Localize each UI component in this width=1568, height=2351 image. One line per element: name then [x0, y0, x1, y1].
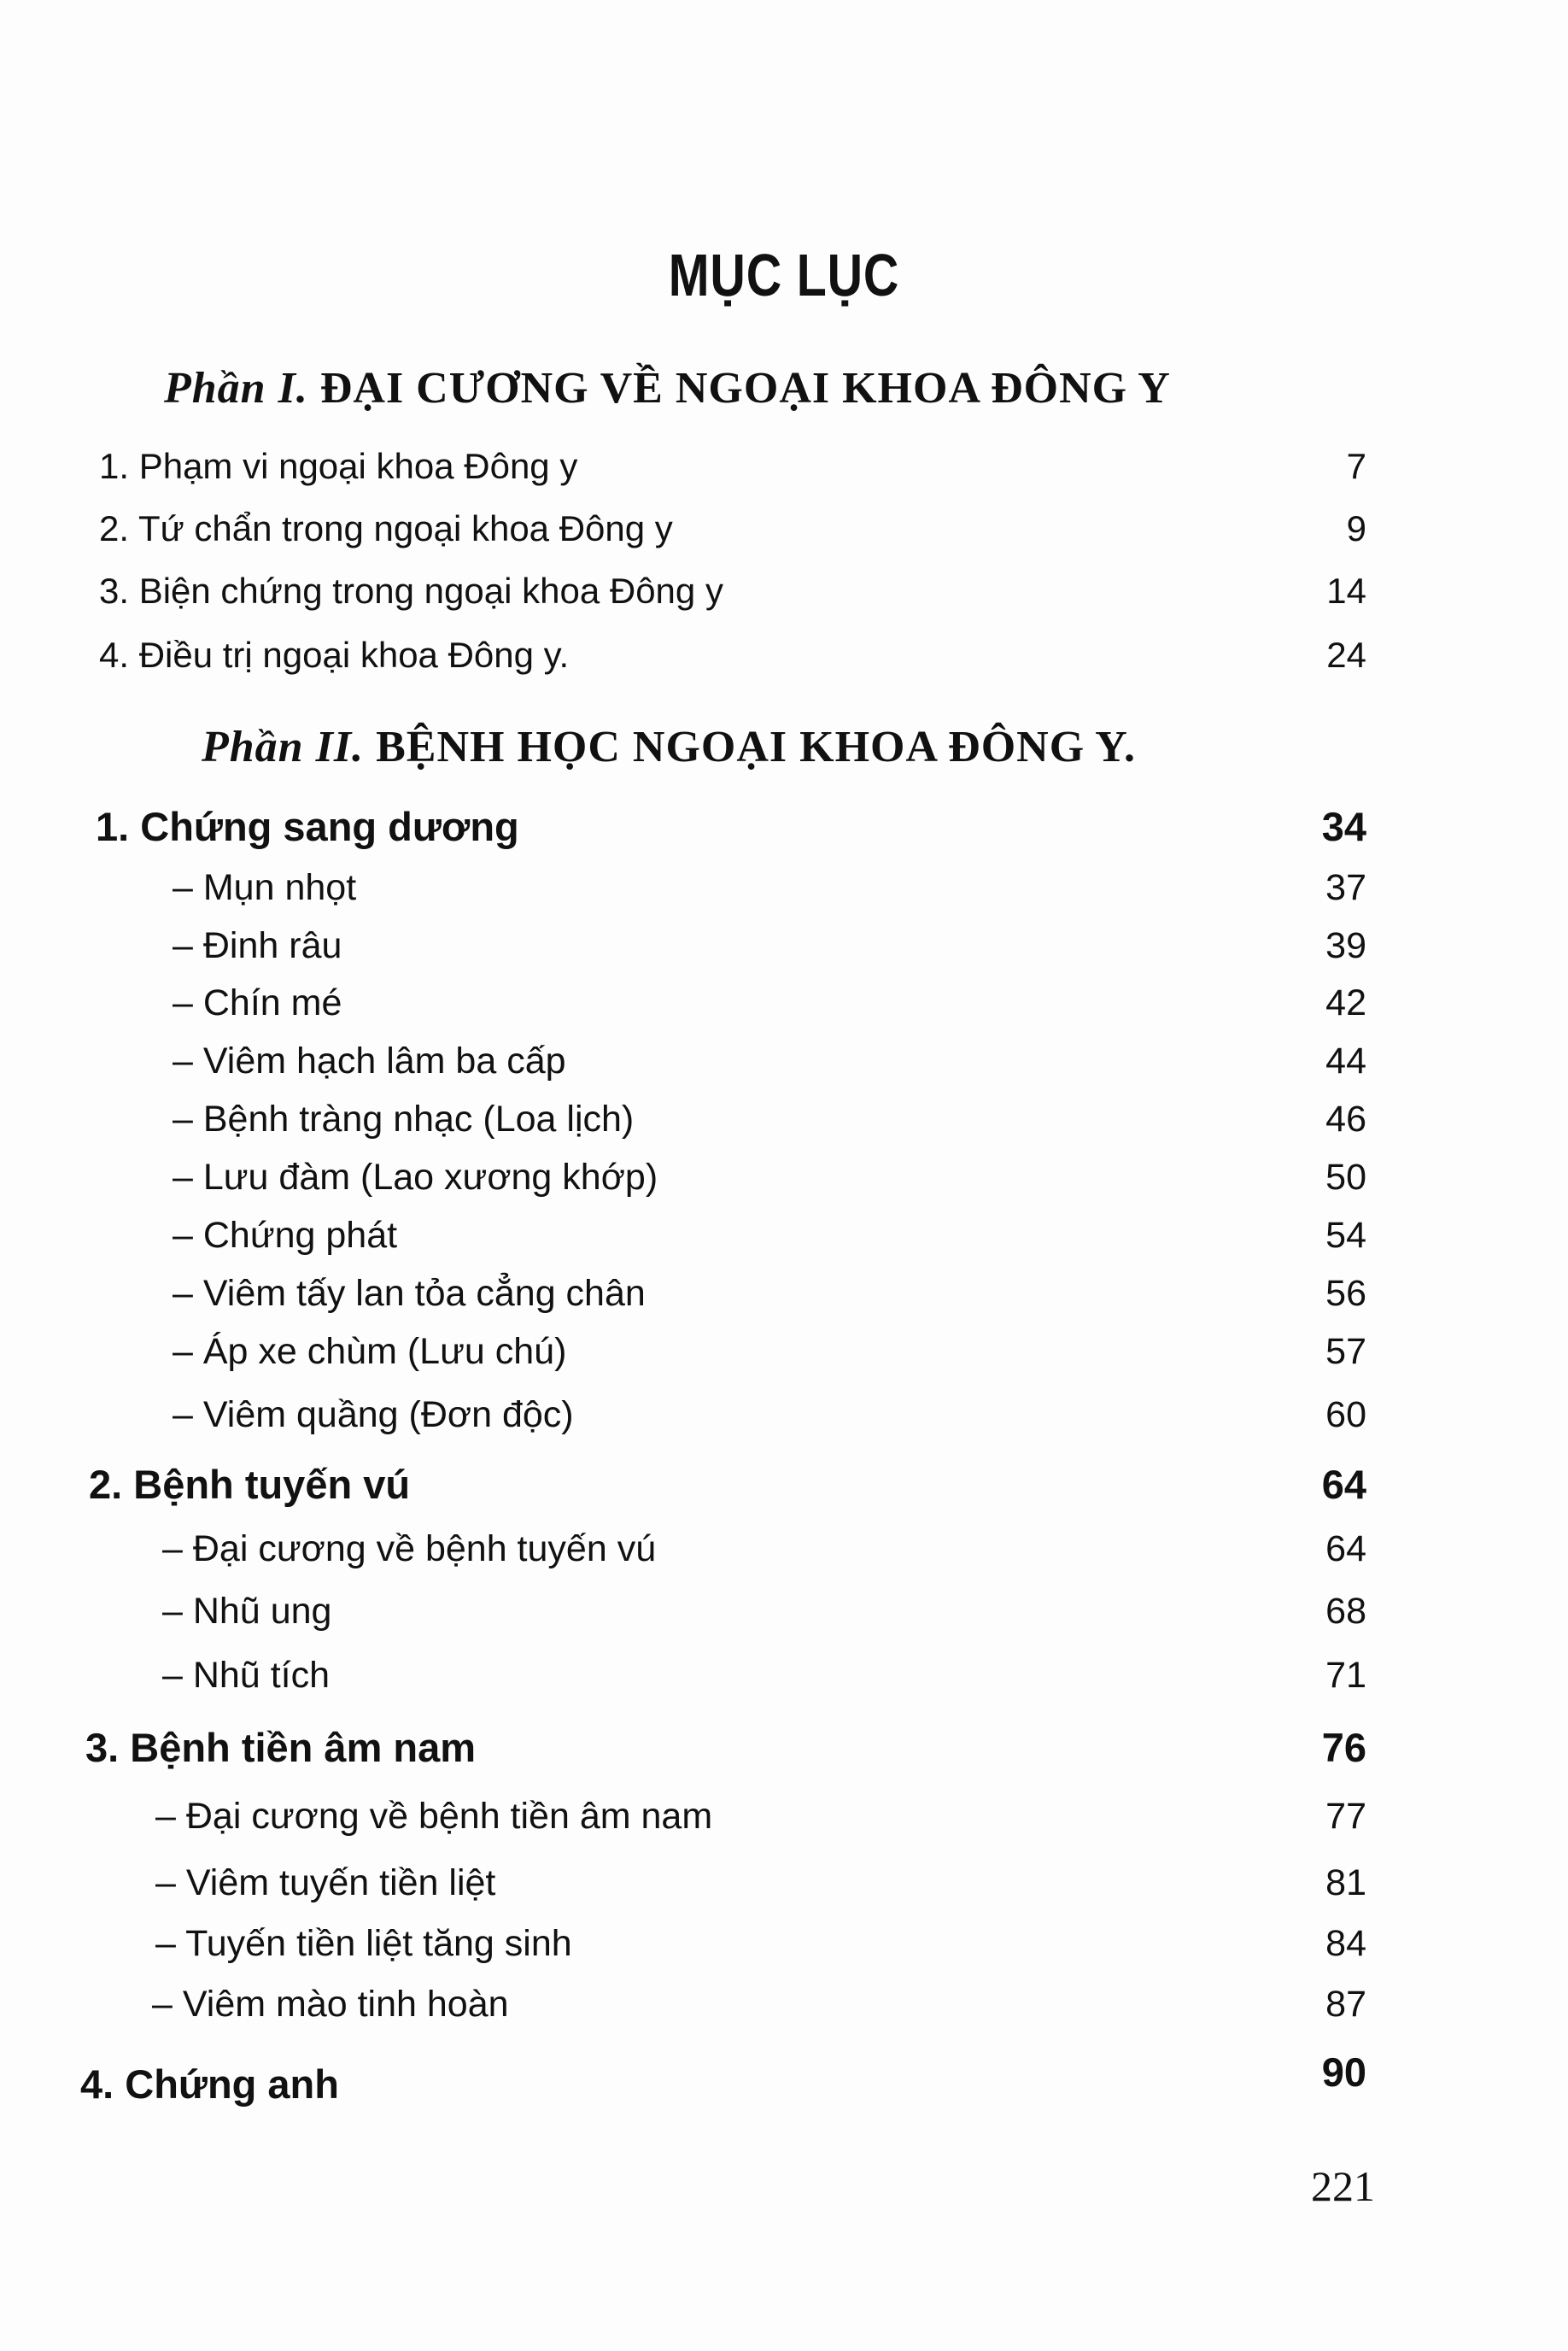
- toc-entry-page: 50: [1325, 1157, 1366, 1198]
- toc-entry-page: 81: [1325, 1862, 1366, 1903]
- toc-entry[interactable]: [0, 1528, 1568, 1580]
- toc-entry-label: 4. Điều trị ngoại khoa Đông y.: [99, 635, 570, 675]
- toc-chapter[interactable]: [0, 803, 1568, 854]
- toc-entry-label: – Đại cương về bệnh tiền âm nam: [155, 1796, 713, 1837]
- toc-entry-label: – Viêm tuyến tiền liệt: [155, 1862, 496, 1903]
- part-1-title: ĐẠI CƯƠNG VỀ NGOẠI KHOA ĐÔNG Y: [319, 364, 1171, 413]
- toc-entry-label: – Lưu đàm (Lao xương khớp): [173, 1157, 658, 1198]
- toc-entry-page: 77: [1325, 1796, 1366, 1837]
- toc-entry-page: 71: [1325, 1655, 1366, 1696]
- toc-chapter-label: 2. Bệnh tuyến vú: [89, 1462, 411, 1507]
- toc-entry[interactable]: [0, 867, 1568, 918]
- toc-entry[interactable]: [0, 1157, 1568, 1208]
- toc-chapter-label: 3. Bệnh tiền âm nam: [85, 1725, 477, 1770]
- toc-entry-label: 1. Phạm vi ngoại khoa Đông y: [99, 446, 578, 486]
- toc-entry[interactable]: [0, 1984, 1568, 2035]
- toc-entry[interactable]: [0, 1862, 1568, 1914]
- toc-entry[interactable]: [0, 1273, 1568, 1324]
- toc-entry-page: 54: [1325, 1215, 1366, 1256]
- toc-entry[interactable]: [0, 1923, 1568, 1974]
- part-1-lead: Phần I.: [164, 364, 308, 413]
- toc-entry[interactable]: [0, 446, 1568, 497]
- toc-entry-label: – Áp xe chùm (Lưu chú): [173, 1331, 567, 1372]
- toc-chapter-page: 34: [1321, 804, 1366, 849]
- toc-entry-page: 87: [1325, 1984, 1366, 2025]
- toc-entry[interactable]: [0, 1591, 1568, 1642]
- toc-entry[interactable]: [0, 1655, 1568, 1706]
- toc-entry[interactable]: [0, 1041, 1568, 1092]
- toc-entry-page: 37: [1325, 867, 1366, 908]
- toc-entry[interactable]: [0, 1394, 1568, 1445]
- toc-entry-page: 9: [1346, 508, 1366, 548]
- toc-entry-label: 3. Biện chứng trong ngoại khoa Đông y: [99, 571, 723, 611]
- toc-entry[interactable]: [0, 1796, 1568, 1847]
- toc-entry-label: – Đinh râu: [173, 925, 342, 966]
- toc-entry[interactable]: [0, 925, 1568, 976]
- toc-entry-label: – Nhũ ung: [162, 1591, 332, 1632]
- toc-chapter[interactable]: [0, 1724, 1568, 1775]
- toc-entry-page: 84: [1325, 1923, 1366, 1964]
- page-number: 221: [1311, 2162, 1375, 2210]
- toc-entry-page: 44: [1325, 1041, 1366, 1082]
- toc-entry-label: – Bệnh tràng nhạc (Loa lịch): [173, 1099, 635, 1140]
- toc-chapter-page: 76: [1321, 1725, 1366, 1770]
- toc-entry[interactable]: [0, 1215, 1568, 1266]
- toc-entry[interactable]: [0, 508, 1568, 560]
- toc-entry-label: – Viêm quầng (Đơn độc): [173, 1394, 574, 1435]
- part-2-title: BỆNH HỌC NGOẠI KHOA ĐÔNG Y.: [376, 723, 1137, 771]
- toc-entry[interactable]: [0, 1099, 1568, 1150]
- toc-entry-page: 60: [1325, 1394, 1366, 1435]
- page-title: MỤC LỤC: [668, 242, 900, 308]
- toc-entry[interactable]: [0, 982, 1568, 1034]
- toc-entry-page: 7: [1346, 446, 1366, 486]
- toc-entry-page: 39: [1325, 925, 1366, 966]
- toc-entry-page: 24: [1326, 635, 1366, 675]
- part-2-heading: [202, 722, 1136, 772]
- toc-chapter-page: 90: [1321, 2049, 1366, 2095]
- toc-entry-page: 56: [1325, 1273, 1366, 1314]
- toc-entry-page: 68: [1325, 1591, 1366, 1632]
- toc-entry-label: – Viêm tấy lan tỏa cẳng chân: [173, 1273, 646, 1314]
- toc-entry[interactable]: [0, 571, 1568, 622]
- toc-chapter-label: 4. Chứng anh: [80, 2061, 339, 2107]
- toc-entry-label: – Chín mé: [173, 982, 342, 1023]
- part-2-lead: Phần II.: [202, 723, 365, 771]
- part-1-heading: [164, 363, 1171, 413]
- toc-chapter[interactable]: [0, 1461, 1568, 1512]
- toc-entry[interactable]: [0, 1331, 1568, 1382]
- toc-entry-label: 2. Tứ chẩn trong ngoại khoa Đông y: [99, 508, 673, 548]
- toc-entry-page: 46: [1325, 1099, 1366, 1140]
- toc-entry-label: – Viêm mào tinh hoàn: [152, 1984, 509, 2025]
- toc-entry[interactable]: [0, 635, 1568, 686]
- toc-entry-page: 42: [1325, 982, 1366, 1023]
- toc-entry-page: 14: [1326, 571, 1366, 611]
- toc-chapter-page: 64: [1321, 1462, 1366, 1507]
- toc-chapter[interactable]: [0, 2049, 1568, 2107]
- toc-chapter-label: 1. Chứng sang dương: [96, 804, 519, 849]
- toc-entry-label: – Nhũ tích: [162, 1655, 330, 1696]
- toc-entry-label: – Chứng phát: [173, 1215, 398, 1256]
- toc-entry-label: – Đại cương về bệnh tuyến vú: [162, 1528, 657, 1569]
- toc-entry-page: 64: [1325, 1528, 1366, 1569]
- toc-entry-label: – Mụn nhọt: [173, 867, 357, 908]
- toc-entry-label: – Tuyến tiền liệt tăng sinh: [155, 1923, 572, 1964]
- toc-entry-page: 57: [1325, 1331, 1366, 1372]
- toc-entry-label: – Viêm hạch lâm ba cấp: [173, 1041, 566, 1082]
